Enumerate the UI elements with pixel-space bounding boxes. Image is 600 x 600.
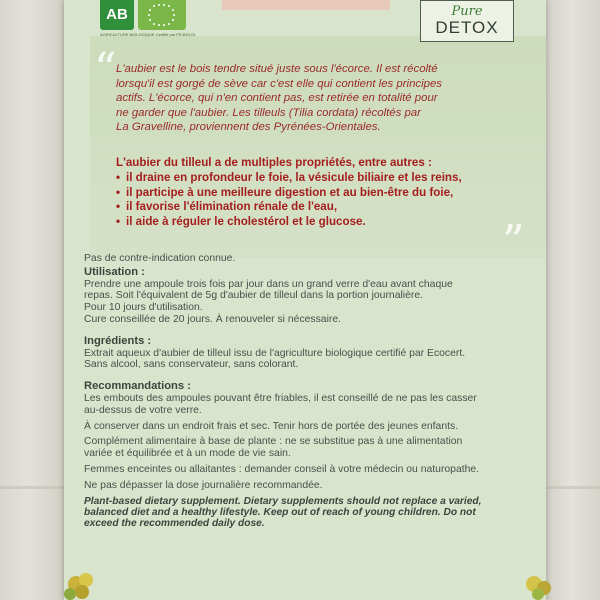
usage-information (84, 253, 524, 530)
utilisation-line: Pour 10 jours d'utilisation. (84, 302, 203, 314)
utilisation-line: Cure conseillée de 20 jours. À renouveler si nécessaire. (84, 313, 342, 325)
close-quote-mark: ” (502, 216, 525, 267)
recommendation-line: Complément alimentaire à base de plante : ne se substitue pas à une alimentation (84, 436, 463, 448)
ab-organic-logo: AB (100, 0, 134, 30)
brand-detox-word: DETOX (435, 18, 499, 37)
intro-line: La Gravelline, proviennent des Pyrénées-Orientales. (116, 121, 381, 134)
product-box-back (64, 0, 546, 600)
latin-name: Tilia cordata (292, 106, 355, 119)
ingredients-line: Extrait aqueux d'aubier de tilleul issu de l'agriculture biologique certifié par Ecocert. (84, 347, 466, 359)
eu-organic-leaf-logo (138, 0, 186, 30)
property-item: • il participe à une meilleure digestion et au bien-être du foie, (116, 185, 454, 199)
linden-flower-illustration-right (520, 568, 554, 600)
intro-line: L'aubier est le bois tendre situé juste sous l'écorce. Il est récolté (116, 63, 438, 75)
utilisation-line: repas. Soit l'équivalent de 5g d'aubier de tilleul dans la portion journalière. (84, 290, 423, 302)
recommendation-line: Ne pas dépasser la dose journalière recommandée. (84, 479, 323, 491)
utilisation-line: Prendre une ampoule trois fois par jour dans un grand verre d'eau avant chaque (84, 278, 453, 290)
property-item: • il aide à réguler le cholestérol et le glucose. (116, 214, 366, 228)
open-quote-mark: “ (94, 44, 117, 95)
recommendation-line: Les embouts des ampoules pouvant être friables, il est conseillé de ne pas les casser (84, 392, 477, 404)
recommendation-line: variée et équilibrée et à un mode de vie sain. (84, 448, 291, 460)
pure-detox-brand-logo (420, 0, 514, 42)
intro-line: lorsqu'il est gorgé de sève car c'est elle qui contient les principes (116, 77, 442, 90)
property-item: • il favorise l'élimination rénale de l'eau, (116, 200, 338, 214)
contraindication-text: Pas de contre-indication connue. (84, 253, 236, 264)
properties-title: L'aubier du tilleul a de multiples propriétés, entre autres : (116, 156, 432, 169)
properties-list (116, 171, 516, 229)
wood-background-right (542, 0, 600, 600)
recommendation-line: À conserver dans un endroit frais et sec. Tenir hors de portée des jeunes enfants. (84, 420, 459, 432)
recommendation-line: Femmes enceintes ou allaitantes : demander conseil à votre médecin ou naturopathe. (84, 463, 480, 475)
wood-background-left (0, 0, 70, 600)
top-color-bar (222, 0, 390, 10)
linden-flower-illustration-left (62, 566, 102, 600)
utilisation-heading: Utilisation : (84, 265, 145, 278)
property-item: • il draine en profondeur le foie, la vésicule biliaire et les reins, (116, 171, 462, 184)
aubier-description (116, 62, 511, 135)
ingredients-heading: Ingrédients : (84, 334, 152, 347)
organic-certification-caption: AGRICULTURE BIOLOGIQUE Certifié par FR-BIO-01 (100, 32, 196, 37)
brand-pure-word: Pure (451, 4, 483, 19)
english-disclaimer-line: balanced diet and a healthy lifestyle. Keep out of reach of young children. Do not (84, 506, 476, 518)
recommendation-line: au-dessus de votre verre. (84, 404, 202, 416)
english-disclaimer-line: exceed the recommended daily dose. (84, 518, 265, 530)
intro-line: ne garder que l'aubier. Les tilleuls (Tilia cordata) récoltés par (116, 106, 421, 119)
recommendations-heading: Recommandations : (84, 380, 191, 393)
english-disclaimer-line: Plant-based dietary supplement. Dietary supplements should not replace a varied, (84, 495, 482, 507)
ingredients-line: Sans alcool, sans conservateur, sans colorant. (84, 359, 299, 371)
intro-line: actifs. L'écorce, qui n'en contient pas, est retirée en totalité pour (116, 92, 438, 105)
